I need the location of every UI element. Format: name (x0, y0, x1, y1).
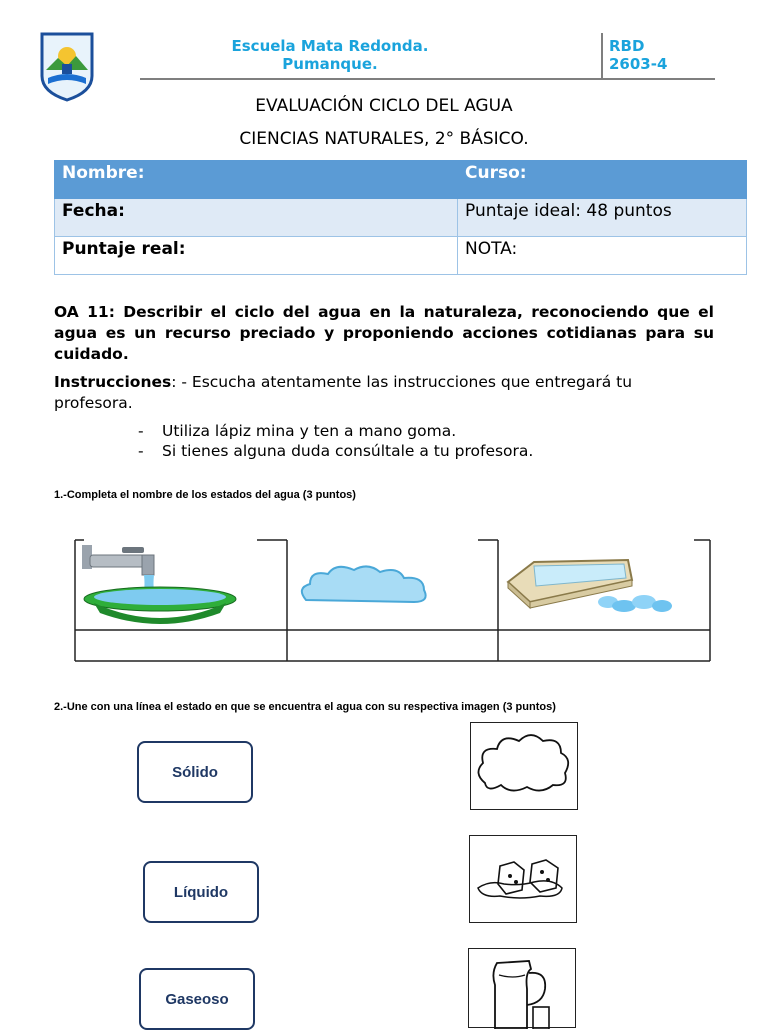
page-title: EVALUACIÓN CICLO DEL AGUA (255, 96, 513, 116)
school-name-line1: Escuela Mata Redonda. (231, 37, 429, 55)
question-2-text: 2.-Une con una línea el estado en que se encuentra el agua con su respectiva imagen (3 puntos) (54, 701, 556, 713)
school-logo (38, 30, 96, 106)
cloud-outline-icon (470, 722, 578, 810)
school-name-line2: Pumanque. (282, 55, 378, 73)
student-info-table (54, 160, 747, 275)
instructions-text: : - Escucha atentamente las instrucciones que entregará tu profesora. (54, 373, 633, 412)
nota-label: NOTA: (458, 237, 747, 275)
fecha-label: Fecha: (55, 199, 458, 237)
rbd-number: 2603-4 (609, 55, 668, 73)
option-gaseoso[interactable]: Gaseoso (139, 968, 255, 1030)
page-subtitle: CIENCIAS NATURALES, 2° BÁSICO. (239, 129, 529, 149)
rbd-label: RBD (609, 37, 645, 55)
ice-cubes-outline-icon (469, 835, 577, 923)
cloud-icon (296, 562, 430, 610)
pitcher-glass-outline-icon (468, 948, 576, 1028)
header-divider-vertical (601, 33, 603, 79)
puntaje-real-label: Puntaje real: (55, 237, 458, 275)
learning-objective: OA 11: Describir el ciclo del agua en la naturaleza, reconociendo que el agua es un recurso preciado y proponiendo acciones cotidianas para su cuidado. (54, 303, 714, 363)
curso-label: Curso: (458, 161, 747, 199)
bullet-text: Utiliza lápiz mina y ten a mano goma. (162, 422, 457, 440)
bullet-item: - Utiliza lápiz mina y ten a mano goma. (138, 422, 457, 440)
instructions (54, 372, 714, 414)
header-divider (140, 78, 715, 80)
bullet-item: - Si tienes alguna duda consúltale a tu profesora. (138, 442, 534, 460)
bullet-text: Si tienes alguna duda consúltale a tu profesora. (162, 442, 534, 460)
question-1-text: 1.-Completa el nombre de los estados del agua (3 puntos) (54, 489, 356, 501)
rbd-code (609, 37, 667, 73)
option-solido[interactable]: Sólido (137, 741, 253, 803)
school-name (140, 37, 520, 73)
nombre-label: Nombre: (55, 161, 458, 199)
puntaje-ideal-label: Puntaje ideal: 48 puntos (458, 199, 747, 237)
faucet-bowl-icon (80, 543, 240, 633)
option-liquido[interactable]: Líquido (143, 861, 259, 923)
ice-tray-icon (504, 556, 676, 622)
instructions-label: Instrucciones (54, 373, 172, 391)
